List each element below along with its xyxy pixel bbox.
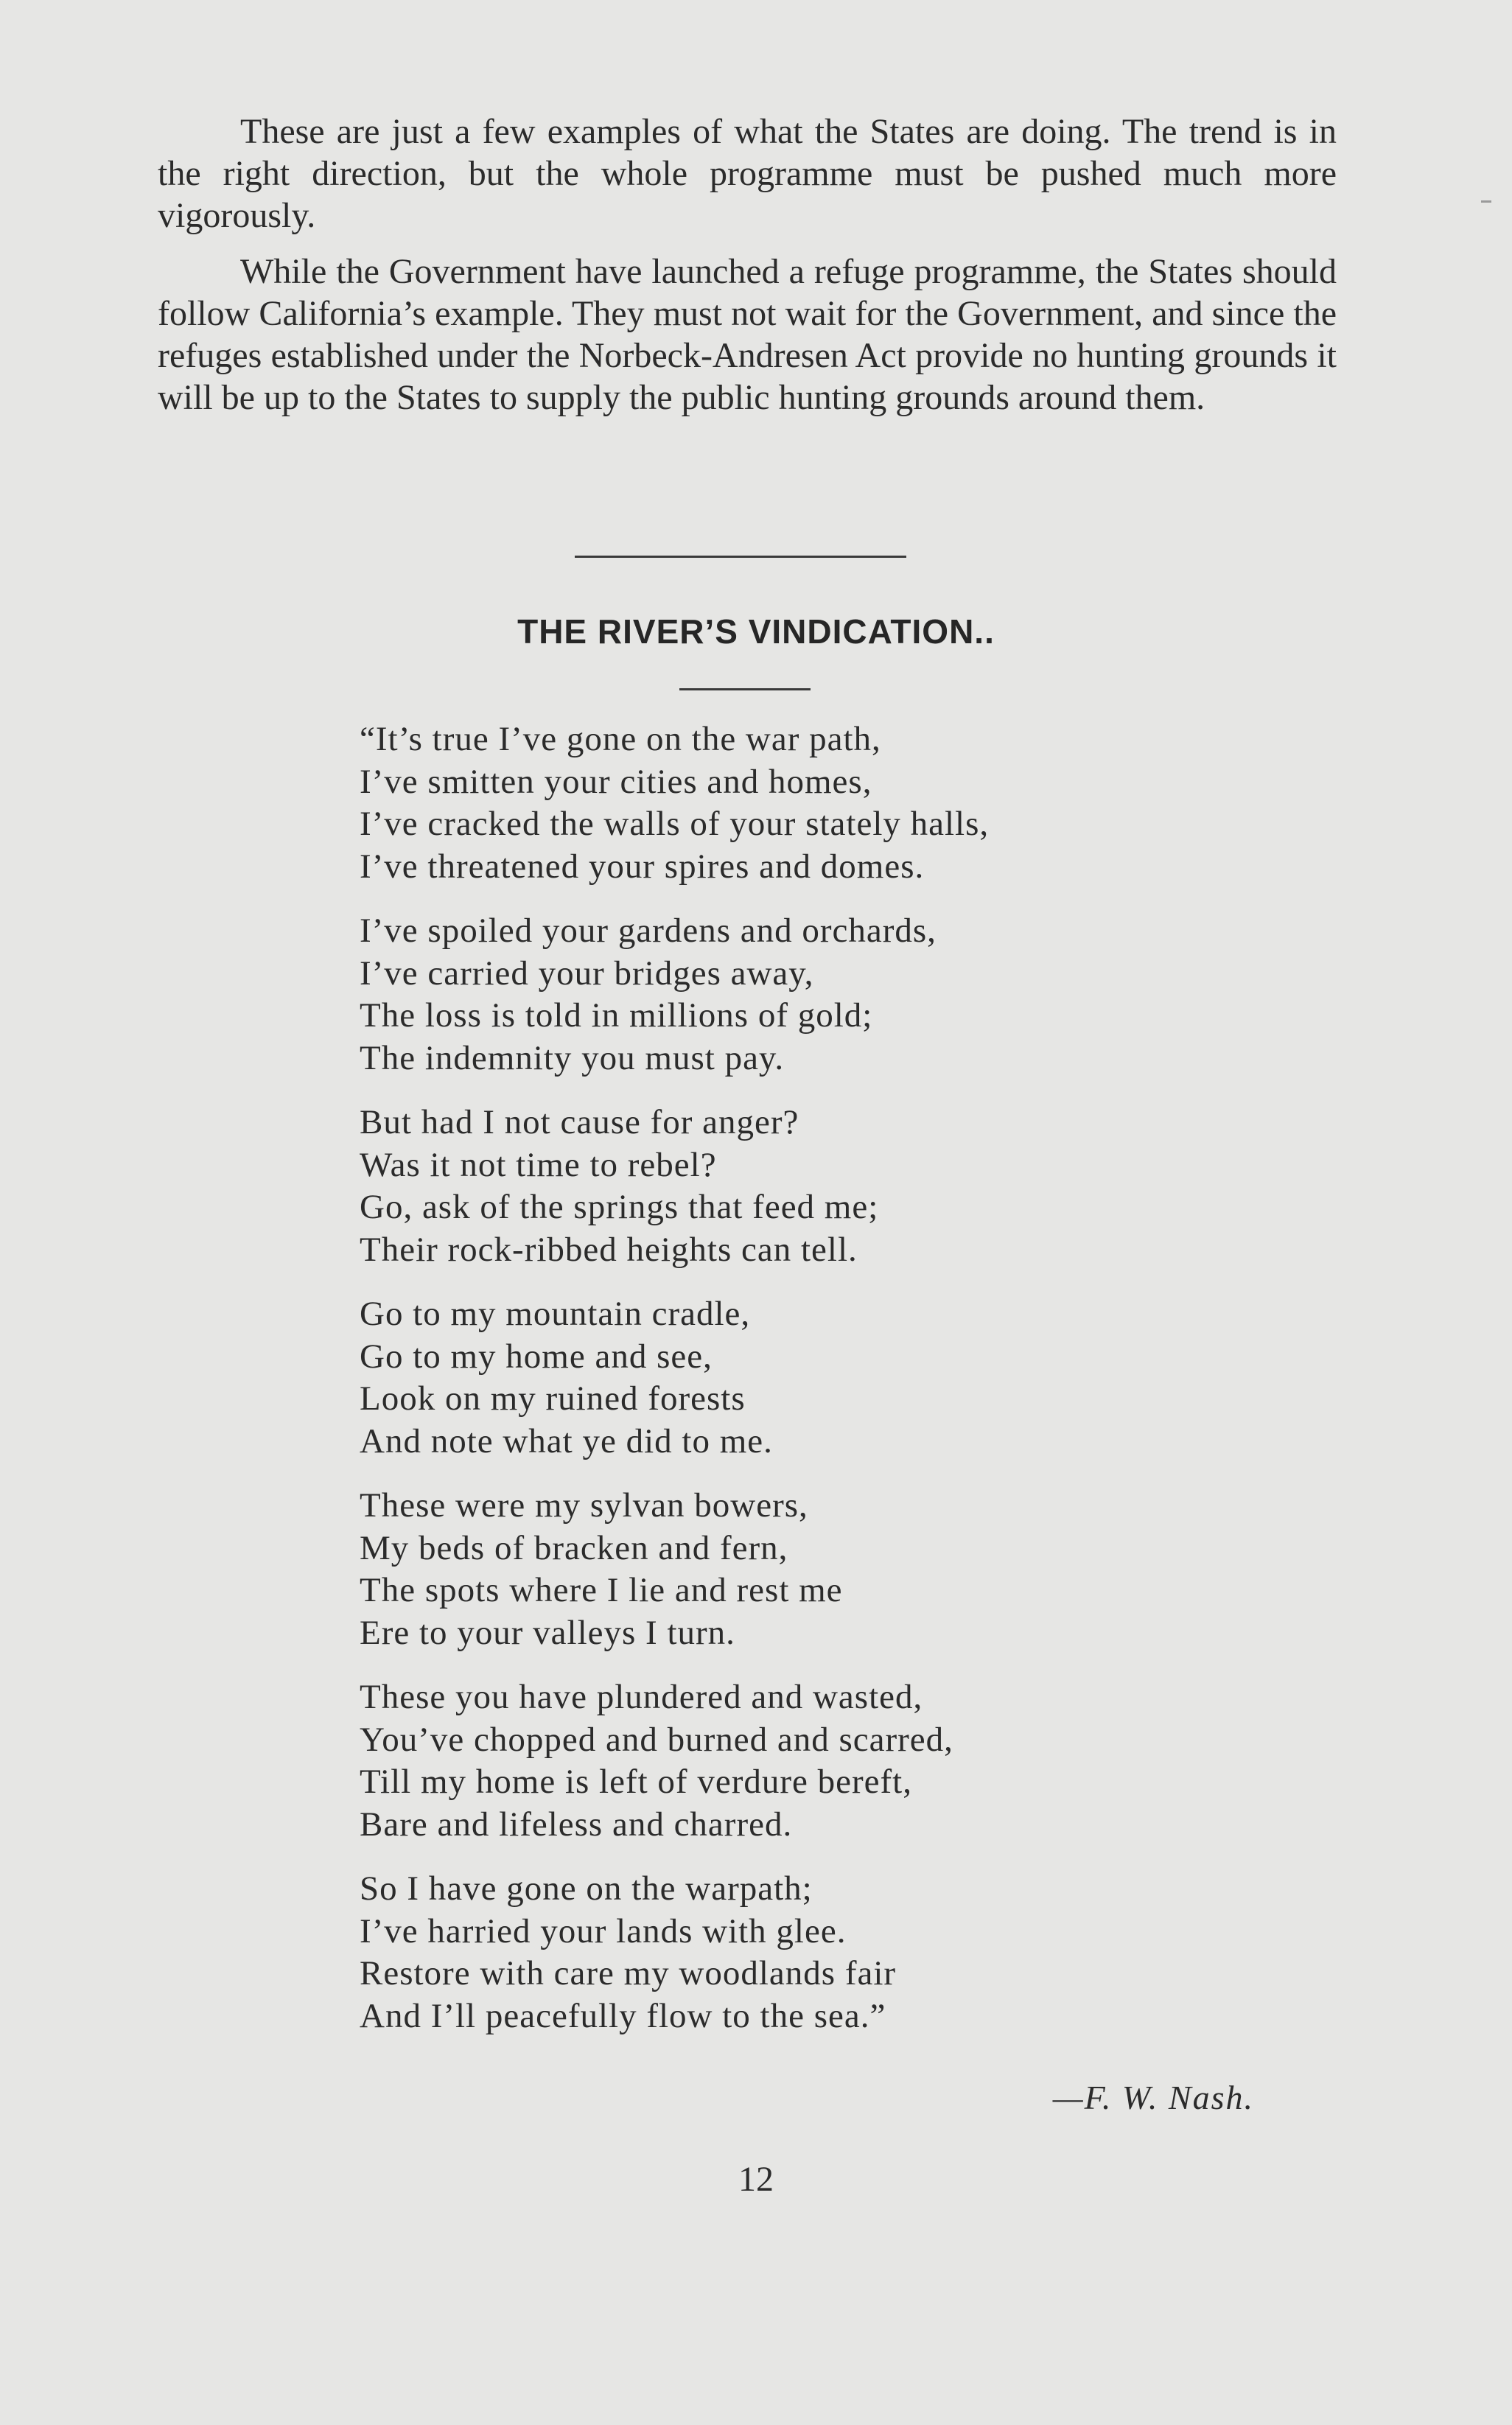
poem-line: Bare and lifeless and charred. <box>360 1805 793 1844</box>
poem-line: And note what ye did to me. <box>360 1421 773 1460</box>
poem-line: These you have plundered and wasted, <box>360 1678 923 1716</box>
poem-stanza <box>360 1868 1244 2037</box>
poem-line: I’ve harried your lands with glee. <box>360 1911 847 1950</box>
poem-stanza <box>360 1485 1244 1654</box>
poem-line: The loss is told in millions of gold; <box>360 996 873 1035</box>
poem-line: The indemnity you must pay. <box>360 1038 785 1077</box>
poem-line: Ere to your valleys I turn. <box>360 1613 735 1652</box>
poem-line: You’ve chopped and burned and scarred, <box>360 1720 953 1759</box>
poem-line: Look on my ruined forests <box>360 1379 746 1418</box>
poem-line: Go to my mountain cradle, <box>360 1295 751 1333</box>
poem-line: Restore with care my woodlands fair <box>360 1954 897 1992</box>
poem-line: But had I not cause for anger? <box>360 1103 799 1141</box>
poem-line: Was it not time to rebel? <box>360 1145 717 1184</box>
title-underline <box>679 688 811 690</box>
poem-line: Till my home is left of verdure bereft, <box>360 1763 912 1801</box>
poem-body <box>360 718 1244 2060</box>
poem-title: THE RIVER’S VINDICATION.. <box>517 612 995 651</box>
page-number: 12 <box>738 2160 774 2199</box>
paragraph-refuge-programme: While the Government have launched a refuge programme, the States should follow California’s example. They must not wait for the Government, and since the refuges established under the Norbeck-Andresen Act provide no hunting grounds it will be up to the States to supply the public hunting grounds around them. <box>158 252 1337 417</box>
poem-stanza <box>360 1293 1244 1463</box>
poem-line: I’ve spoiled your gardens and orchards, <box>360 911 937 950</box>
poem-author: —F. W. Nash. <box>1052 2079 1254 2116</box>
poem-stanza <box>360 1676 1244 1846</box>
poem-line: Their rock-ribbed heights can tell. <box>360 1230 858 1269</box>
paragraph-states-examples: These are just a few examples of what the States are doing. The trend is in the right direction, but the whole programme must be pushed much more vigorously. <box>158 112 1337 235</box>
poem-line: I’ve carried your bridges away, <box>360 953 814 993</box>
poem-line: The spots where I lie and rest me <box>360 1571 843 1609</box>
poem-line: I’ve cracked the walls of your stately halls, <box>360 805 990 843</box>
poem-line: Go, ask of the springs that feed me; <box>360 1188 879 1226</box>
poem-stanza <box>360 910 1244 1079</box>
poem-stanza <box>360 718 1244 888</box>
poem-line: I’ve threatened your spires and domes. <box>360 847 925 886</box>
poem-stanza <box>360 1102 1244 1271</box>
poem-line: “It’s true I’ve gone on the war path, <box>360 720 881 758</box>
poem-line: Go to my home and see, <box>360 1337 713 1376</box>
poem-line: I’ve smitten your cities and homes, <box>360 762 872 801</box>
poem-line: And I’ll peacefully flow to the sea.” <box>360 1996 886 2035</box>
poem-line: My beds of bracken and fern, <box>360 1528 788 1567</box>
poem-line: So I have gone on the warpath; <box>360 1869 813 1908</box>
poem-line: These were my sylvan bowers, <box>360 1486 808 1525</box>
margin-mark <box>1481 200 1491 203</box>
section-divider <box>575 556 906 558</box>
